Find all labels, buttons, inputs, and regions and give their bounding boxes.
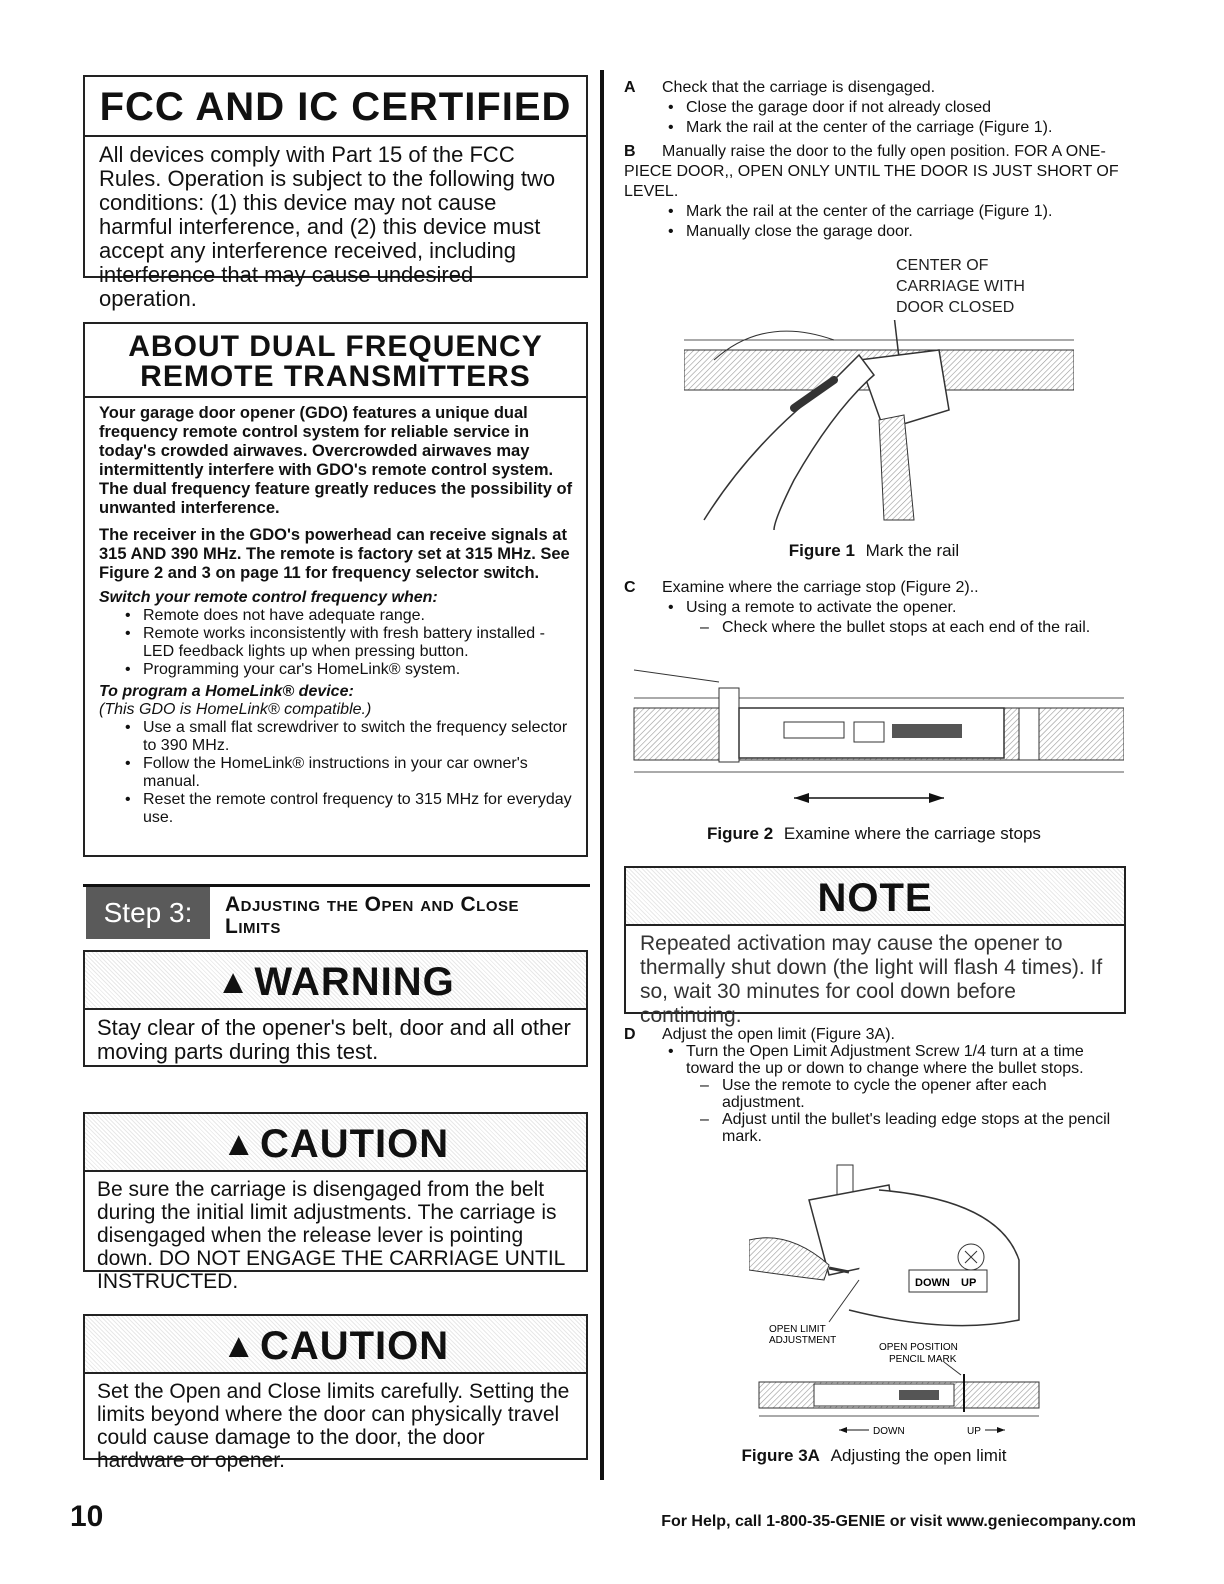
figure3a-open-limit-line1: OPEN LIMIT (769, 1324, 826, 1335)
list-item: • Programming your car's HomeLink® system. (119, 661, 576, 679)
step-badge (86, 887, 210, 939)
list-item: • Close the garage door if not already closed (662, 98, 1124, 118)
list-item: – Adjust until the bullet's leading edge stops at the pencil mark. (698, 1111, 1124, 1145)
figure1-caption: Mark the rail (865, 541, 960, 560)
figure2-illustration (624, 660, 1124, 810)
step-label: Step 3: (103, 897, 193, 928)
caution-box-1 (83, 1112, 588, 1293)
step-header (83, 884, 590, 942)
dual-para1: Your garage door opener (GDO) features a unique dual frequency remote control system for reliable service in today's crowded airwaves. Overcrowded airwaves may intermittently interfere with GDO's remote control system. The dual frequency feature greatly reduces the possibility of unwanted interference. (99, 404, 573, 517)
figure3a-up-label: UP (961, 1277, 977, 1289)
homelink-note: (This GDO is HomeLink® compatible.) (99, 701, 372, 718)
figure1-illustration (684, 320, 1074, 530)
dual-frequency-box (83, 322, 588, 857)
steps-ab (624, 78, 1124, 242)
list-item: • Use a small flat screwdriver to switch the frequency selector to 390 MHz. (119, 719, 576, 755)
figure2-caption: Examine where the carriage stops (783, 824, 1041, 843)
homelink-heading: To program a HomeLink® device: (99, 683, 354, 700)
list-item: • Mark the rail at the center of the carriage (Figure 1). (662, 118, 1124, 138)
note-body: Repeated activation may cause the opener to thermally shut down (the light will flash 4 times). If so, wait 30 minutes for cool down before continuing. (640, 932, 1103, 1027)
figure3a-label: Figure 3A (741, 1446, 820, 1465)
figure3a-pencil-line2: PENCIL MARK (889, 1354, 957, 1365)
switch-list (99, 607, 576, 679)
fcc-title: FCC AND IC CERTIFIED (99, 85, 572, 129)
step-a-letter: A (624, 79, 636, 96)
note-title: NOTE (817, 876, 933, 920)
figure2-label: Figure 2 (707, 824, 774, 843)
page-number: 10 (70, 1500, 104, 1533)
dual-title-line1: ABOUT DUAL FREQUENCY (128, 330, 543, 363)
fcc-body: All devices comply with Part 15 of the FCC Rules. Operation is subject to the following two conditions: (1) this device may not cause harmful interference, and (2) this device must accept any interference received, including interference that may cause undesired operation. (99, 142, 556, 311)
caution2-title: CAUTION (259, 1324, 450, 1368)
step-c-text: Examine where the carriage stop (Figure 2).. (662, 579, 979, 596)
caution-box-2 (83, 1314, 588, 1472)
step-b-letter: B (624, 143, 636, 160)
switch-heading: Switch your remote control frequency when: (99, 589, 438, 606)
homelink-list (99, 719, 576, 827)
list-item: • Follow the HomeLink® instructions in your car owner's manual. (119, 755, 576, 791)
list-item: • Manually close the garage door. (662, 222, 1124, 242)
step-title-line2: Limits (225, 915, 281, 938)
figure3a-open-limit-line2: ADJUSTMENT (769, 1335, 837, 1346)
warning-body: Stay clear of the opener's belt, door and all other moving parts during this test. (97, 1015, 571, 1064)
step-c-letter: C (624, 579, 636, 596)
fcc-box (83, 75, 588, 311)
figure-1 (624, 255, 1124, 565)
step-d-letter: D (624, 1026, 636, 1043)
caution-triangle-icon: ▲ (221, 1327, 256, 1365)
step-title-line1: Adjusting the Open and Close (225, 893, 520, 916)
warning-box (83, 950, 588, 1067)
step-d-text: Adjust the open limit (Figure 3A). (662, 1026, 895, 1043)
figure3a-arrow-up: UP (967, 1426, 981, 1437)
figure3a-illustration (749, 1160, 1049, 1440)
list-item: • Remote works inconsistently with fresh battery installed - LED feedback lights up when pressing button. (119, 625, 576, 661)
caution1-title: CAUTION (259, 1122, 450, 1166)
figure-3a (624, 1160, 1124, 1480)
list-item: • Reset the remote control frequency to 315 MHz for everyday use. (119, 791, 576, 827)
figure3a-arrow-down: DOWN (873, 1426, 905, 1437)
figure1-label: Figure 1 (788, 541, 855, 560)
figure1-callout-line1: CENTER OF (896, 257, 989, 274)
list-item: – Use the remote to cycle the opener after each adjustment. (698, 1077, 1124, 1111)
warning-triangle-icon: ▲ (216, 963, 250, 1001)
list-item: • Remote does not have adequate range. (119, 607, 576, 625)
dual-title-line2: REMOTE TRANSMITTERS (140, 360, 531, 393)
step-c (624, 578, 1124, 638)
step-b-text: Manually raise the door to the fully open position. FOR A ONE-PIECE DOOR,, OPEN ONLY UNTIL THE DOOR IS JUST SHORT OF LEVEL. (624, 143, 1119, 200)
note-box (624, 866, 1126, 1027)
figure-2 (624, 660, 1124, 850)
figure3a-pencil-line1: OPEN POSITION (879, 1342, 958, 1353)
dual-para2: The receiver in the GDO's powerhead can receive signals at 315 AND 390 MHz. The remote is factory set at 315 MHz. See Figure 2 and 3 on page 11 for frequency selector switch. (99, 526, 570, 582)
figure1-callout-line3: DOOR CLOSED (896, 299, 1015, 316)
list-item: – Check where the bullet stops at each end of the rail. (698, 618, 1124, 638)
caution-triangle-icon: ▲ (221, 1125, 256, 1163)
warning-title: WARNING (254, 960, 455, 1004)
step-a-text: Check that the carriage is disengaged. (662, 79, 936, 96)
figure1-callout-line2: CARRIAGE WITH (896, 278, 1025, 295)
caution1-body: Be sure the carriage is disengaged from the belt during the initial limit adjustments. The carriage is disengaged when the release lever is pointing down. DO NOT ENGAGE THE CARRIAGE UNTIL INSTRUCTED. (97, 1178, 565, 1293)
caution2-body: Set the Open and Close limits carefully. Setting the limits beyond where the door can physically travel could cause damage to the door, the door hardware or opener. (97, 1380, 570, 1472)
figure3a-down-label: DOWN (915, 1277, 950, 1289)
column-divider (600, 70, 604, 1480)
step-d (624, 1026, 1124, 1145)
list-item: • Turn the Open Limit Adjustment Screw 1/4 turn at a time toward the up or down to change where the bullet stops. (662, 1043, 1124, 1077)
figure3a-caption: Adjusting the open limit (830, 1446, 1007, 1465)
list-item: • Mark the rail at the center of the carriage (Figure 1). (662, 202, 1124, 222)
footer-help: For Help, call 1-800-35-GENIE or visit www.geniecompany.com (661, 1513, 1136, 1530)
list-item: • Using a remote to activate the opener. (662, 598, 1124, 618)
